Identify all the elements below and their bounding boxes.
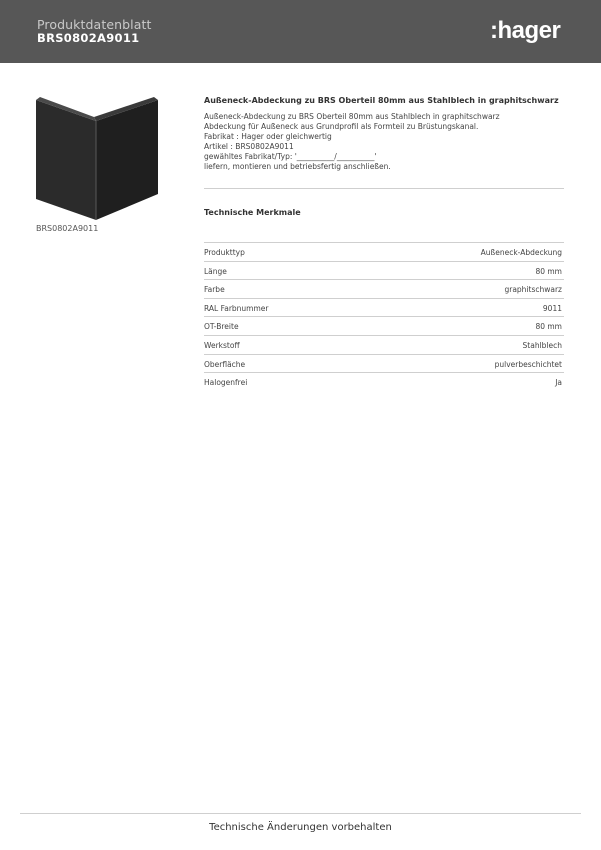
- spec-row: [204, 336, 564, 355]
- footer-divider: [20, 813, 581, 814]
- hager-logo-text: :hager: [490, 17, 561, 44]
- footer-note: Technische Änderungen vorbehalten: [209, 822, 392, 833]
- hager-logo: [490, 17, 570, 45]
- spec-key: Farbe: [204, 285, 225, 295]
- spec-value: Stahlblech: [522, 340, 562, 350]
- spec-key: RAL Farbnummer: [204, 303, 269, 313]
- description-line: Abdeckung für Außeneck aus Grundprofil als Formteil zu Brüstungskanal.: [204, 121, 479, 131]
- description-line: Artikel : BRS0802A9011: [204, 141, 294, 151]
- spec-value: 80 mm: [535, 266, 562, 276]
- description-line: Fabrikat : Hager oder gleichwertig: [204, 131, 332, 141]
- spec-value: pulverbeschichtet: [494, 359, 562, 369]
- spec-key: Länge: [204, 266, 227, 276]
- spec-row: [204, 373, 564, 391]
- corner-cover-right-panel: [96, 100, 158, 220]
- spec-value: 9011: [542, 303, 562, 313]
- page-header: [0, 0, 601, 63]
- product-image: [36, 97, 160, 223]
- spec-key: Oberfläche: [204, 359, 246, 369]
- spec-key: Produkttyp: [204, 248, 245, 257]
- divider: [204, 188, 564, 189]
- spec-row: [204, 317, 564, 336]
- description-line: gewähltes Fabrikat/Typ: '__________/__________': [204, 151, 377, 161]
- description-line: liefern, montieren und betriebsfertig anschließen.: [204, 161, 391, 171]
- product-description: [204, 112, 500, 171]
- spec-row: [204, 262, 564, 281]
- spec-row: [204, 243, 564, 262]
- spec-key: Werkstoff: [204, 340, 240, 350]
- spec-value: graphitschwarz: [504, 285, 562, 295]
- spec-value: Ja: [555, 378, 562, 388]
- product-title: Außeneck-Abdeckung zu BRS Oberteil 80mm aus Stahlblech in graphitschwarz: [204, 96, 559, 105]
- description-line: Außeneck-Abdeckung zu BRS Oberteil 80mm aus Stahlblech in graphitschwarz: [204, 112, 500, 121]
- image-caption: BRS0802A9011: [36, 224, 99, 233]
- document-type-label: Produktdatenblatt: [37, 17, 152, 32]
- product-code-heading: BRS0802A9011: [37, 31, 140, 45]
- spec-value: Außeneck-Abdeckung: [480, 248, 562, 257]
- spec-key: OT-Breite: [204, 322, 239, 332]
- spec-table: [204, 243, 564, 391]
- spec-value: 80 mm: [535, 322, 562, 332]
- spec-row: [204, 280, 564, 299]
- spec-key: Halogenfrei: [204, 378, 248, 388]
- section-title-specs: Technische Merkmale: [204, 208, 301, 217]
- spec-row: [204, 355, 564, 374]
- corner-cover-left-panel: [36, 100, 96, 220]
- spec-row: [204, 299, 564, 318]
